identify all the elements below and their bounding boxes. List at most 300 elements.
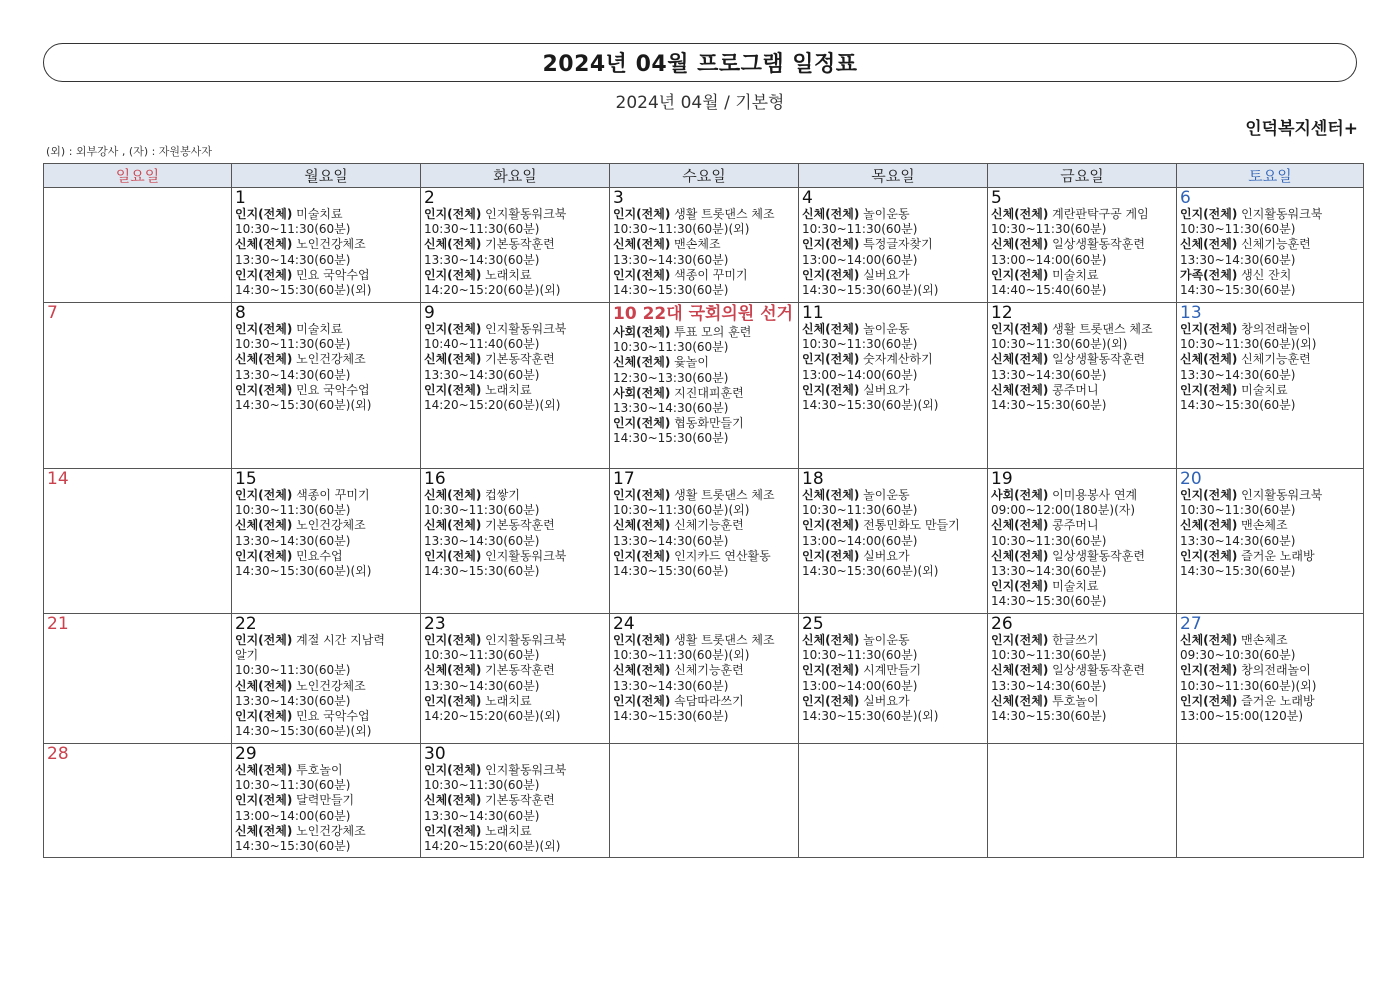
weekday-header-row — [44, 164, 1364, 188]
program-category: 인지(전체) — [1180, 382, 1238, 397]
day-number: 6 — [1180, 188, 1191, 208]
program-time: 14:30~15:30(60분) — [613, 283, 729, 298]
program-time: 10:30~11:30(60분) — [235, 222, 351, 237]
program-category: 인지(전체) — [613, 267, 671, 282]
program-name: 맨손체조 — [1241, 633, 1288, 647]
day-cell — [988, 744, 1177, 858]
program-time: 13:00~14:00(60분) — [802, 367, 918, 382]
organization-name: 인덕복지센터+ — [1245, 119, 1358, 139]
program-name: 협동화만들기 — [674, 416, 744, 431]
program-name: 이미용봉사 연계 — [1052, 488, 1138, 502]
program-entry — [991, 579, 1173, 594]
day-cell — [1177, 614, 1364, 744]
program-entry — [613, 518, 795, 533]
program-time: 14:30~15:30(60분) — [424, 564, 540, 579]
program-entry — [235, 824, 417, 839]
program-time: 14:30~15:30(60분)(외) — [802, 283, 939, 298]
program-name: 맨손체조 — [674, 237, 721, 252]
program-time: 14:30~15:30(60분) — [613, 709, 729, 724]
program-category: 신체(전체) — [991, 663, 1049, 678]
program-category: 인지(전체) — [424, 763, 482, 777]
program-entry — [235, 793, 417, 808]
program-name: 민요수업 — [296, 548, 343, 563]
program-time: 10:30~11:30(60분) — [1180, 503, 1296, 518]
program-entry — [235, 322, 417, 337]
program-entry — [424, 549, 606, 564]
program-time: 13:30~14:30(60분) — [613, 401, 729, 416]
program-category: 사회(전체) — [613, 325, 671, 339]
program-time: 14:30~15:30(60분) — [991, 398, 1107, 413]
program-category: 인지(전체) — [424, 693, 482, 708]
program-category: 인지(전체) — [802, 237, 860, 252]
day-number: 10 — [613, 304, 637, 324]
program-time: 13:30~14:30(60분) — [424, 808, 540, 823]
program-time: 10:30~11:30(60분)(외) — [613, 222, 750, 237]
program-time: 14:20~15:20(60분)(외) — [424, 398, 561, 413]
day-cell — [610, 303, 799, 469]
program-time: 13:30~14:30(60분) — [235, 367, 351, 382]
program-entry — [991, 694, 1173, 709]
day-number: 25 — [802, 614, 824, 634]
program-category: 인지(전체) — [424, 382, 482, 397]
program-name: 콩주머니 — [1052, 518, 1099, 533]
program-name: 인지활동워크북 — [485, 207, 567, 221]
program-name: 기본동작훈련 — [485, 237, 555, 252]
program-time: 14:30~15:30(60분)(외) — [235, 283, 372, 298]
program-entry — [235, 763, 417, 778]
day-number: 26 — [991, 614, 1013, 634]
program-category: 신체(전체) — [991, 693, 1049, 708]
program-category: 신체(전체) — [613, 663, 671, 678]
program-entry — [235, 633, 417, 648]
day-number: 20 — [1180, 469, 1202, 489]
program-name: 민요 국악수업 — [296, 382, 370, 397]
program-category: 신체(전체) — [235, 352, 293, 367]
program-time: 14:40~15:40(60분) — [991, 283, 1107, 298]
program-entry — [991, 518, 1173, 533]
program-entry — [235, 488, 417, 503]
day-cell — [799, 744, 988, 858]
program-entry — [613, 663, 795, 678]
program-time: 14:30~15:30(60분)(외) — [235, 724, 372, 739]
program-entry — [991, 549, 1173, 564]
day-number: 18 — [802, 469, 824, 489]
program-name: 기본동작훈련 — [485, 663, 555, 678]
program-category: 신체(전체) — [802, 488, 860, 502]
program-entry — [424, 694, 606, 709]
program-entry — [424, 793, 606, 808]
program-category: 신체(전체) — [613, 237, 671, 252]
program-name: 노인건강체조 — [296, 352, 366, 367]
program-time: 10:30~11:30(60분) — [424, 503, 540, 518]
program-entry — [802, 633, 984, 648]
program-category: 인지(전체) — [424, 267, 482, 282]
program-category: 신체(전체) — [802, 633, 860, 647]
program-time: 10:30~11:30(60분) — [802, 648, 918, 663]
program-category: 인지(전체) — [613, 548, 671, 563]
page-subtitle: 2024년 04월 / 기본형 — [615, 93, 785, 113]
program-name: 일상생활동작훈련 — [1052, 237, 1145, 252]
program-entry — [235, 268, 417, 283]
program-time: 14:30~15:30(60분) — [1180, 283, 1296, 298]
program-category: 신체(전체) — [235, 823, 293, 838]
program-time: 13:30~14:30(60분) — [613, 678, 729, 693]
program-category: 신체(전체) — [235, 678, 293, 693]
program-name: 인지활동워크북 — [1241, 207, 1323, 221]
program-category: 인지(전체) — [802, 693, 860, 708]
program-name: 인지활동워크북 — [485, 322, 567, 336]
program-name: 놀이운동 — [863, 207, 910, 221]
program-name: 실버요가 — [863, 548, 910, 563]
program-time: 10:30~11:30(60분) — [235, 503, 351, 518]
program-time: 10:30~11:30(60분) — [802, 503, 918, 518]
program-name: 인지활동워크북 — [485, 548, 567, 563]
program-name: 생신 잔치 — [1241, 267, 1292, 282]
program-category: 인지(전체) — [613, 207, 671, 221]
day-cell — [988, 303, 1177, 469]
program-name: 인지카드 연산활동 — [674, 548, 771, 563]
program-name: 인지활동워크북 — [485, 763, 567, 777]
program-time: 10:30~11:30(60분)(외) — [991, 337, 1128, 352]
program-category: 신체(전체) — [991, 352, 1049, 367]
program-category: 신체(전체) — [1180, 633, 1238, 647]
day-cell — [1177, 469, 1364, 614]
program-name: 기본동작훈련 — [485, 793, 555, 808]
program-entry — [424, 352, 606, 367]
program-category: 신체(전체) — [613, 518, 671, 533]
program-name: 신체기능훈련 — [1241, 237, 1311, 252]
program-name: 창의전래놀이 — [1241, 322, 1311, 336]
program-name: 계란판탁구공 게임 — [1052, 207, 1149, 221]
program-name: 미술치료 — [1052, 579, 1099, 594]
program-time: 13:30~14:30(60분) — [235, 533, 351, 548]
weekday-header: 금요일 — [988, 164, 1177, 188]
program-category: 인지(전체) — [613, 633, 671, 647]
program-name: 계절 시간 지남력 — [296, 633, 385, 647]
program-category: 인지(전체) — [424, 633, 482, 647]
program-time: 10:30~11:30(60분) — [424, 222, 540, 237]
program-entry — [1180, 322, 1360, 337]
program-entry — [802, 237, 984, 252]
program-name: 미술치료 — [296, 207, 343, 221]
program-category: 인지(전체) — [235, 382, 293, 397]
program-time: 14:30~15:30(60분) — [991, 594, 1107, 609]
program-entry — [613, 355, 795, 370]
program-category: 인지(전체) — [802, 548, 860, 563]
program-name: 노인건강체조 — [296, 237, 366, 252]
day-cell — [44, 744, 232, 858]
program-time: 14:20~15:20(60분)(외) — [424, 839, 561, 854]
program-name: 숫자계산하기 — [863, 352, 933, 367]
program-entry — [1180, 383, 1360, 398]
day-number: 3 — [613, 188, 624, 208]
program-name: 투호놀이 — [296, 763, 343, 777]
day-number: 22 — [235, 614, 257, 634]
program-entry — [613, 207, 795, 222]
program-time: 13:00~14:00(60분) — [235, 808, 351, 823]
day-number: 7 — [47, 303, 58, 323]
program-entry — [991, 633, 1173, 648]
program-category: 신체(전체) — [991, 237, 1049, 252]
program-name: 실버요가 — [863, 382, 910, 397]
program-time: 10:30~11:30(60분)(외) — [613, 648, 750, 663]
program-category: 인지(전체) — [802, 267, 860, 282]
program-entry — [613, 633, 795, 648]
day-cell — [232, 614, 421, 744]
program-name: 투표 모의 훈련 — [674, 325, 752, 339]
day-cell — [799, 188, 988, 303]
program-entry — [802, 549, 984, 564]
day-cell — [799, 614, 988, 744]
program-name: 일상생활동작훈련 — [1052, 352, 1145, 367]
day-cell — [44, 188, 232, 303]
program-category: 신체(전체) — [802, 322, 860, 336]
program-category: 신체(전체) — [424, 352, 482, 367]
program-name: 실버요가 — [863, 693, 910, 708]
program-entry — [1180, 207, 1360, 222]
program-time: 14:30~15:30(60분)(외) — [802, 709, 939, 724]
day-number: 15 — [235, 469, 257, 489]
program-name: 노래치료 — [485, 382, 532, 397]
program-entry — [613, 694, 795, 709]
program-time: 13:30~14:30(60분) — [1180, 367, 1296, 382]
program-category: 신체(전체) — [802, 207, 860, 221]
day-number: 12 — [991, 303, 1013, 323]
program-category: 인지(전체) — [1180, 322, 1238, 336]
program-category: 인지(전체) — [1180, 663, 1238, 678]
program-name: 신체기능훈련 — [674, 518, 744, 533]
program-entry — [235, 383, 417, 398]
program-name: 신체기능훈련 — [674, 663, 744, 678]
program-time: 12:30~13:30(60분) — [613, 370, 729, 385]
program-entry — [802, 352, 984, 367]
day-number: 24 — [613, 614, 635, 634]
day-number: 28 — [47, 744, 69, 764]
program-time: 13:30~14:30(60분) — [1180, 533, 1296, 548]
program-time: 13:30~14:30(60분) — [991, 678, 1107, 693]
day-cell — [421, 614, 610, 744]
program-category: 인지(전체) — [1180, 207, 1238, 221]
day-number: 27 — [1180, 614, 1202, 634]
week-row — [44, 303, 1364, 469]
program-time: 13:00~14:00(60분) — [802, 533, 918, 548]
day-cell — [421, 744, 610, 858]
program-time: 09:30~10:30(60분) — [1180, 648, 1296, 663]
program-entry — [424, 633, 606, 648]
program-name: 특정글자찾기 — [863, 237, 933, 252]
program-time: 10:40~11:40(60분) — [424, 337, 540, 352]
program-name: 생활 트롯댄스 체조 — [674, 488, 775, 502]
program-category: 인지(전체) — [802, 382, 860, 397]
program-entry — [613, 549, 795, 564]
program-entry — [991, 237, 1173, 252]
program-time: 14:30~15:30(60분) — [613, 431, 729, 446]
program-category: 신체(전체) — [235, 763, 293, 777]
program-name: 색종이 꾸미기 — [674, 267, 748, 282]
program-time: 09:00~12:00(180분)(자) — [991, 503, 1136, 518]
program-time: 10:30~11:30(60분)(외) — [1180, 337, 1317, 352]
program-time: 13:30~14:30(60분) — [235, 693, 351, 708]
day-number: 23 — [424, 614, 446, 634]
day-cell — [610, 469, 799, 614]
program-time: 13:30~14:30(60분) — [613, 533, 729, 548]
program-entry — [1180, 488, 1360, 503]
day-number: 21 — [47, 614, 69, 634]
program-name: 노인건강체조 — [296, 823, 366, 838]
program-category: 인지(전체) — [235, 322, 293, 336]
program-entry — [991, 383, 1173, 398]
program-name: 지진대피훈련 — [674, 385, 744, 400]
program-category: 신체(전체) — [424, 488, 482, 502]
program-time: 10:30~11:30(60분) — [802, 222, 918, 237]
program-entry — [991, 268, 1173, 283]
program-name: 달력만들기 — [296, 793, 355, 808]
day-cell — [44, 469, 232, 614]
program-entry — [613, 488, 795, 503]
program-category: 신체(전체) — [1180, 352, 1238, 367]
program-entry — [1180, 268, 1360, 283]
program-name: 생활 트롯댄스 체조 — [674, 207, 775, 221]
program-name: 기본동작훈련 — [485, 518, 555, 533]
program-category: 인지(전체) — [802, 518, 860, 533]
legend-note: (외) : 외부강사 , (자) : 자원봉사자 — [46, 145, 212, 158]
day-cell — [44, 614, 232, 744]
day-cell — [988, 469, 1177, 614]
program-time: 13:30~14:30(60분) — [424, 252, 540, 267]
program-time: 14:30~15:30(60분) — [235, 839, 351, 854]
program-entry — [235, 352, 417, 367]
program-category: 인지(전체) — [613, 416, 671, 431]
program-name: 즐거운 노래방 — [1241, 693, 1315, 708]
program-name: 놀이운동 — [863, 488, 910, 502]
day-cell — [232, 188, 421, 303]
program-category: 인지(전체) — [802, 663, 860, 678]
program-category: 신체(전체) — [1180, 237, 1238, 252]
program-category: 신체(전체) — [991, 382, 1049, 397]
program-entry — [1180, 549, 1360, 564]
program-entry — [613, 416, 795, 431]
program-category: 인지(전체) — [235, 793, 293, 808]
day-number: 1 — [235, 188, 246, 208]
program-name: 노래치료 — [485, 267, 532, 282]
weekday-header: 일요일 — [44, 164, 232, 188]
program-time: 10:30~11:30(60분) — [991, 222, 1107, 237]
program-entry — [424, 763, 606, 778]
calendar-table — [43, 163, 1364, 858]
program-name: 기본동작훈련 — [485, 352, 555, 367]
holiday-label: 22대 국회의원 선거 — [642, 304, 794, 324]
program-name: 노래치료 — [485, 823, 532, 838]
program-time: 13:30~14:30(60분) — [991, 367, 1107, 382]
program-name: 윷놀이 — [674, 355, 709, 370]
program-entry — [235, 237, 417, 252]
day-number: 13 — [1180, 303, 1202, 323]
program-time: 13:00~14:00(60분) — [802, 678, 918, 693]
program-name-continued: 알기 — [235, 648, 259, 663]
day-number: 16 — [424, 469, 446, 489]
program-entry — [991, 322, 1173, 337]
day-header — [613, 304, 795, 325]
program-category: 인지(전체) — [424, 548, 482, 563]
program-category: 신체(전체) — [424, 793, 482, 808]
program-category: 인지(전체) — [235, 548, 293, 563]
day-number: 29 — [235, 744, 257, 764]
program-entry — [235, 549, 417, 564]
program-name: 컵쌓기 — [485, 488, 520, 502]
program-name: 신체기능훈련 — [1241, 352, 1311, 367]
program-name: 민요 국악수업 — [296, 267, 370, 282]
program-category: 신체(전체) — [991, 518, 1049, 533]
program-entry — [424, 383, 606, 398]
day-number: 19 — [991, 469, 1013, 489]
program-time: 13:30~14:30(60분) — [235, 252, 351, 267]
day-cell — [232, 469, 421, 614]
day-cell — [610, 188, 799, 303]
program-time: 10:30~11:30(60분) — [802, 337, 918, 352]
program-name: 노인건강체조 — [296, 678, 366, 693]
program-name: 인지활동워크북 — [1241, 488, 1323, 502]
program-entry — [1180, 694, 1360, 709]
day-cell — [44, 303, 232, 469]
program-name: 투호놀이 — [1052, 693, 1099, 708]
program-name: 색종이 꾸미기 — [296, 488, 370, 502]
program-category: 신체(전체) — [424, 663, 482, 678]
program-name: 창의전래놀이 — [1241, 663, 1311, 678]
program-name: 민요 국악수업 — [296, 709, 370, 724]
program-name: 미술치료 — [1241, 382, 1288, 397]
day-cell — [610, 614, 799, 744]
program-entry — [1180, 518, 1360, 533]
program-entry — [802, 488, 984, 503]
program-time: 13:30~14:30(60분) — [424, 678, 540, 693]
program-entry — [991, 488, 1173, 503]
program-name: 콩주머니 — [1052, 382, 1099, 397]
program-category: 사회(전체) — [991, 488, 1049, 502]
week-row — [44, 469, 1364, 614]
program-entry — [613, 386, 795, 401]
program-name: 인지활동워크북 — [485, 633, 567, 647]
day-cell — [232, 744, 421, 858]
program-name: 전통민화도 만들기 — [863, 518, 960, 533]
program-time: 13:30~14:30(60분) — [613, 252, 729, 267]
program-time: 10:30~11:30(60분) — [1180, 222, 1296, 237]
program-name: 놀이운동 — [863, 633, 910, 647]
day-cell — [421, 469, 610, 614]
program-entry — [235, 709, 417, 724]
program-category: 인지(전체) — [1180, 488, 1238, 502]
day-number: 9 — [424, 303, 435, 323]
program-entry — [235, 207, 417, 222]
day-cell — [421, 188, 610, 303]
program-entry — [991, 663, 1173, 678]
program-time: 13:30~14:30(60분) — [1180, 252, 1296, 267]
program-time: 13:00~14:00(60분) — [991, 252, 1107, 267]
program-name: 속담따라쓰기 — [674, 693, 744, 708]
program-entry — [424, 518, 606, 533]
day-cell — [988, 188, 1177, 303]
program-time: 10:30~11:30(60분)(외) — [613, 503, 750, 518]
program-category: 인지(전체) — [1180, 548, 1238, 563]
program-name: 한글쓰기 — [1052, 633, 1099, 647]
day-cell — [421, 303, 610, 469]
program-category: 신체(전체) — [424, 237, 482, 252]
program-entry — [1180, 352, 1360, 367]
weekday-header: 수요일 — [610, 164, 799, 188]
day-number: 11 — [802, 303, 824, 323]
program-name: 시계만들기 — [863, 663, 922, 678]
program-name: 노인건강체조 — [296, 518, 366, 533]
program-time: 10:30~11:30(60분) — [991, 533, 1107, 548]
